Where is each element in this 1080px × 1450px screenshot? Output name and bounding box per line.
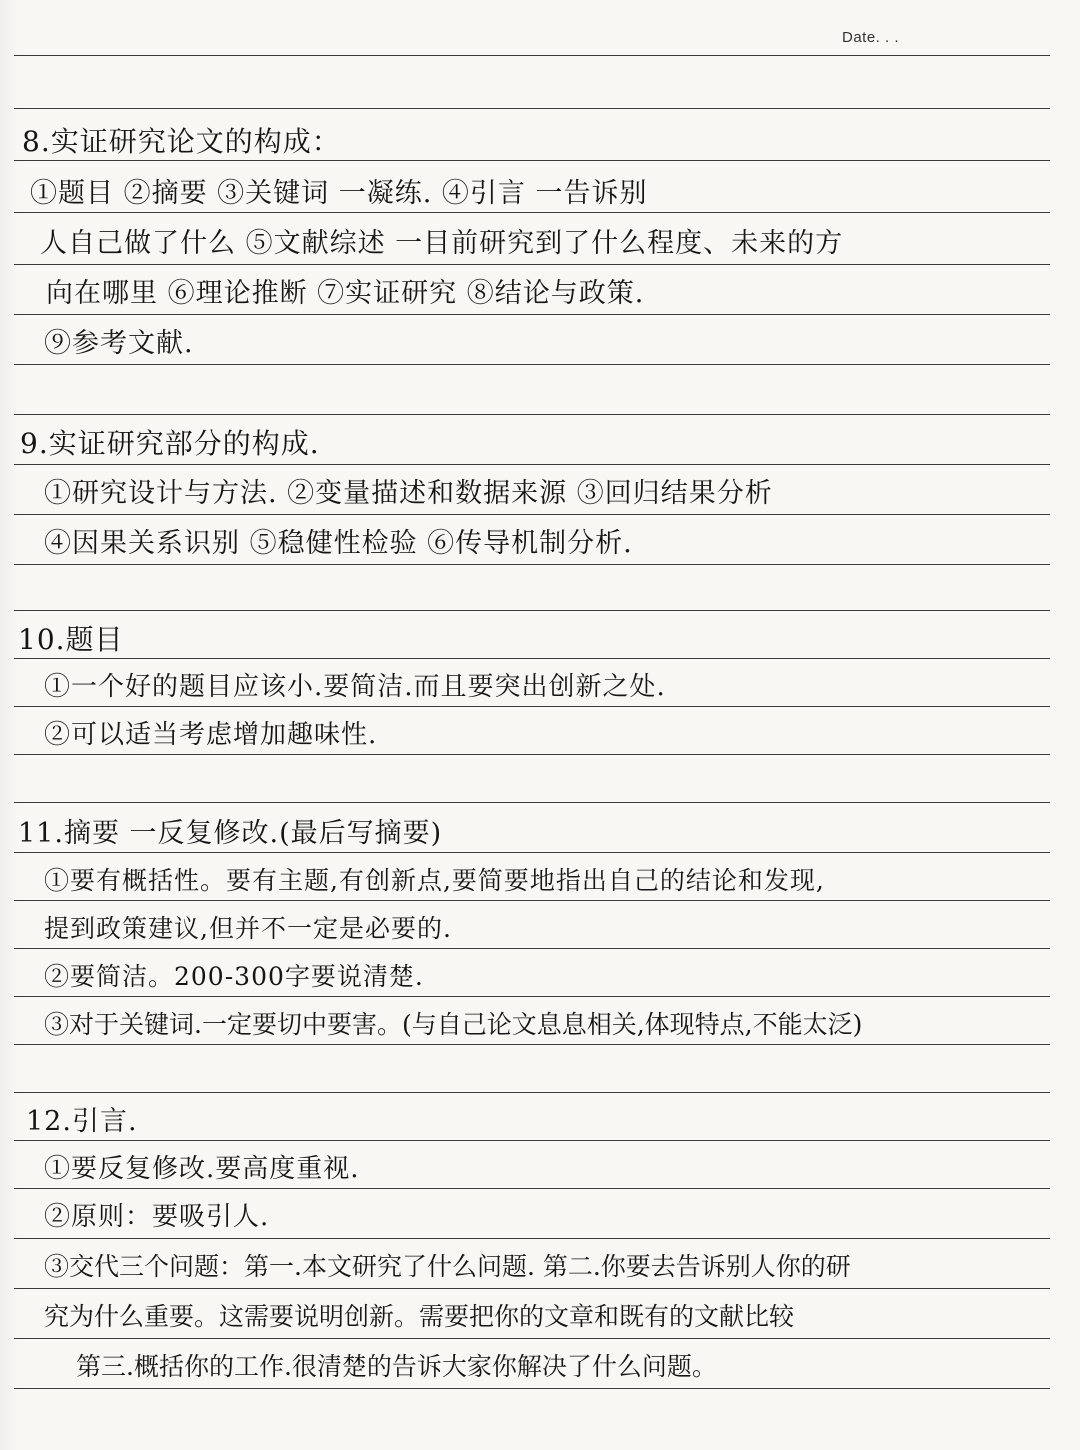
ruled-line <box>14 464 1050 465</box>
section-11-line-3: ②要简洁。200-300字要说清楚. <box>44 962 424 991</box>
ruled-line <box>14 852 1050 853</box>
ruled-line <box>14 1388 1050 1389</box>
ruled-line <box>14 610 1050 611</box>
section-11-line-1: ①要有概括性。要有主题,有创新点,要简要地指出自己的结论和发现, <box>44 866 825 895</box>
ruled-line <box>14 658 1050 659</box>
section-12-line-5: 第三.概括你的工作.很清楚的告诉大家你解决了什么问题。 <box>76 1352 717 1381</box>
section-8-line-4: ⑨参考文献. <box>44 328 194 359</box>
section-10-line-2: ②可以适当考虑增加趣味性. <box>44 720 378 750</box>
section-11-heading: 11.摘要 一反复修改.(最后写摘要) <box>18 818 443 849</box>
ruled-line <box>14 514 1050 515</box>
ruled-line <box>14 1238 1050 1239</box>
section-10-heading: 10.题目 <box>18 623 124 656</box>
ruled-line <box>14 212 1050 213</box>
section-11-line-2: 提到政策建议,但并不一定是必要的. <box>44 914 452 943</box>
ruled-line <box>14 948 1050 949</box>
ruled-line <box>14 1288 1050 1289</box>
date-label: Date. . . <box>842 29 900 46</box>
ruled-line <box>14 1092 1050 1093</box>
section-11-line-4: ③对于关键词.一定要切中要害。(与自己论文息息相关,体现特点,不能太泛) <box>44 1010 863 1039</box>
ruled-line <box>14 996 1050 997</box>
section-12-line-2: ②原则：要吸引人. <box>44 1202 270 1232</box>
section-8-heading: 8.实证研究论文的构成： <box>22 125 341 158</box>
ruled-line <box>14 108 1050 109</box>
ruled-line <box>14 1188 1050 1189</box>
ruled-line <box>14 55 1050 56</box>
ruled-line <box>14 160 1050 161</box>
section-9-heading: 9.实证研究部分的构成. <box>20 427 320 460</box>
section-10-line-1: ①一个好的题目应该小.要简洁.而且要突出创新之处. <box>44 672 666 702</box>
section-9-line-1: ①研究设计与方法. ②变量描述和数据来源 ③回归结果分析 <box>44 478 773 509</box>
ruled-line <box>14 1044 1050 1045</box>
section-12-line-1: ①要反复修改.要高度重视. <box>44 1154 360 1184</box>
ruled-line <box>14 264 1050 265</box>
section-8-line-3: 向在哪里 ⑥理论推断 ⑦实证研究 ⑧结论与政策. <box>46 278 645 309</box>
ruled-line <box>14 364 1050 365</box>
section-12-heading: 12.引言. <box>26 1106 138 1137</box>
section-12-line-4: 究为什么重要。这需要说明创新。需要把你的文章和既有的文献比较 <box>44 1302 795 1331</box>
ruled-line <box>14 754 1050 755</box>
ruled-line <box>14 414 1050 415</box>
section-9-line-2: ④因果关系识别 ⑤稳健性检验 ⑥传导机制分析. <box>44 528 633 559</box>
ruled-line <box>14 314 1050 315</box>
ruled-line <box>14 1338 1050 1339</box>
ruled-line <box>14 1140 1050 1141</box>
section-12-line-3: ③交代三个问题：第一.本文研究了什么问题. 第二.你要去告诉别人你的研 <box>44 1252 851 1281</box>
section-8-line-2: 人自己做了什么 ⑤文献综述 一目前研究到了什么程度、未来的方 <box>40 228 844 259</box>
ruled-line <box>14 564 1050 565</box>
ruled-line <box>14 706 1050 707</box>
ruled-line <box>14 802 1050 803</box>
section-8-line-1: ①题目 ②摘要 ③关键词 一凝练. ④引言 一告诉别 <box>30 178 648 209</box>
ruled-line <box>14 900 1050 901</box>
